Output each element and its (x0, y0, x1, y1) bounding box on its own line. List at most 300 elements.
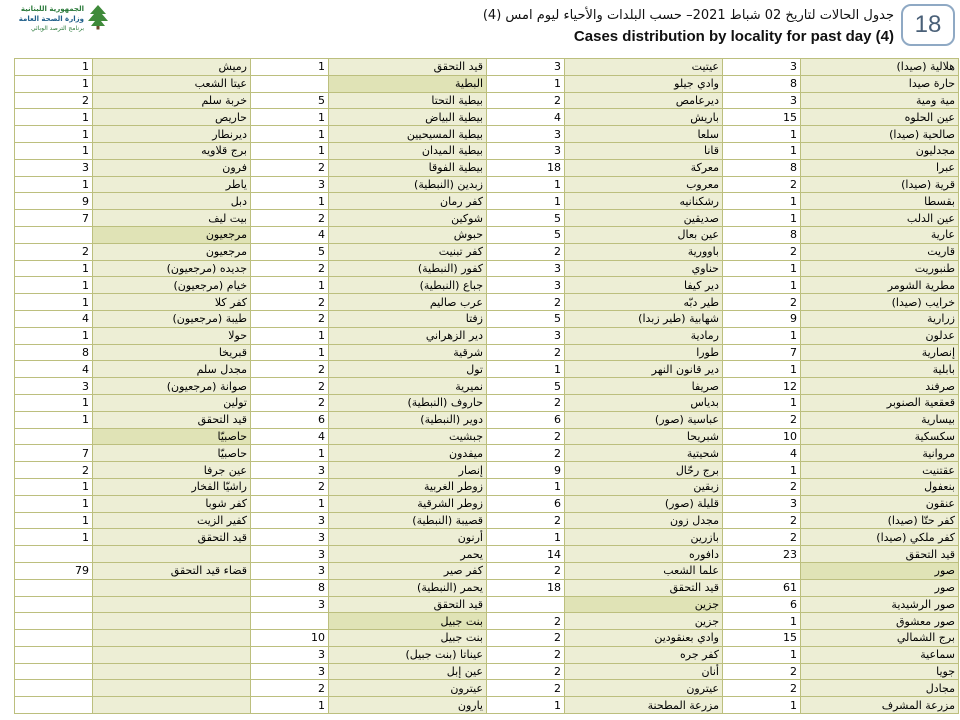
locality-name-cell: حناوي (565, 260, 723, 277)
locality-name-cell: نميرية (329, 378, 487, 395)
case-count-cell: 2 (251, 378, 329, 395)
case-count-cell (15, 697, 93, 714)
locality-name-cell: صريفا (565, 378, 723, 395)
locality-name-cell: خيام (مرجعيون) (93, 277, 251, 294)
case-count-cell: 1 (723, 462, 801, 479)
case-count-cell: 4 (487, 109, 565, 126)
case-count-cell: 15 (723, 630, 801, 647)
locality-name-cell: زوطر الشرقية (329, 495, 487, 512)
locality-name-cell: حاصبيّا (93, 445, 251, 462)
table-row (15, 126, 959, 143)
case-count-cell: 5 (487, 226, 565, 243)
table-row (15, 680, 959, 697)
locality-name-cell: البطية (329, 75, 487, 92)
case-count-cell: 61 (723, 579, 801, 596)
case-count-cell: 7 (723, 344, 801, 361)
case-count-cell: 1 (723, 277, 801, 294)
table-row (15, 142, 959, 159)
case-count-cell: 2 (251, 361, 329, 378)
case-count-cell: 2 (487, 344, 565, 361)
case-count-cell: 1 (251, 109, 329, 126)
locality-name-cell: حولا (93, 327, 251, 344)
table-row (15, 294, 959, 311)
case-count-cell (15, 680, 93, 697)
case-count-cell: 8 (723, 226, 801, 243)
locality-name-cell: شحيتية (565, 445, 723, 462)
locality-name-cell: عين جرفا (93, 462, 251, 479)
table-row (15, 226, 959, 243)
table-row (15, 411, 959, 428)
locality-name-cell: قليلة (صور) (565, 495, 723, 512)
case-count-cell: 8 (723, 159, 801, 176)
locality-name-cell: وادي جيلو (565, 75, 723, 92)
case-count-cell (15, 596, 93, 613)
locality-name-cell: قيد التحقق (801, 546, 959, 563)
locality-name-cell: إنصارية (801, 344, 959, 361)
case-count-cell: 12 (723, 378, 801, 395)
case-count-cell: 4 (15, 310, 93, 327)
case-count-cell: 1 (15, 75, 93, 92)
locality-name-cell: كفر صير (329, 562, 487, 579)
case-count-cell: 1 (723, 210, 801, 227)
case-count-cell: 5 (487, 210, 565, 227)
case-count-cell (251, 613, 329, 630)
locality-name-cell: قيد التحقق (565, 579, 723, 596)
locality-name-cell: طيبة (مرجعيون) (93, 310, 251, 327)
case-count-cell: 3 (723, 495, 801, 512)
locality-name-cell: زوطر الغربية (329, 478, 487, 495)
case-count-cell: 2 (723, 529, 801, 546)
case-count-cell: 2 (487, 680, 565, 697)
case-count-cell: 1 (251, 327, 329, 344)
case-count-cell (487, 596, 565, 613)
case-count-cell (15, 579, 93, 596)
locality-name-cell: أرنون (329, 529, 487, 546)
locality-name-cell: كفر جره (565, 646, 723, 663)
case-count-cell: 3 (251, 512, 329, 529)
case-count-cell: 2 (723, 294, 801, 311)
locality-name-cell: شبريحا (565, 428, 723, 445)
locality-name-cell: كفر تبنيت (329, 243, 487, 260)
case-count-cell: 1 (723, 394, 801, 411)
locality-name-cell: مروانية (801, 445, 959, 462)
table-row (15, 646, 959, 663)
locality-name-cell: جزين (565, 613, 723, 630)
table-row (15, 630, 959, 647)
case-count-cell: 1 (15, 512, 93, 529)
locality-name-cell: دير كيفا (565, 277, 723, 294)
case-count-cell: 2 (251, 310, 329, 327)
case-count-cell: 1 (15, 478, 93, 495)
case-count-cell: 3 (251, 462, 329, 479)
title-english: Cases distribution by locality for past day (4) (573, 28, 894, 45)
case-count-cell: 2 (251, 294, 329, 311)
locality-name-cell: أنان (565, 663, 723, 680)
table-row (15, 260, 959, 277)
locality-name-cell: مجدل سلم (93, 361, 251, 378)
case-count-cell: 1 (723, 327, 801, 344)
locality-name-cell: إنصار (329, 462, 487, 479)
table-row (15, 210, 959, 227)
case-count-cell (15, 663, 93, 680)
locality-name-cell: جباع (النبطية) (329, 277, 487, 294)
locality-name-cell: باوورية (565, 243, 723, 260)
locality-name-cell: طنبوريت (801, 260, 959, 277)
case-count-cell: 6 (487, 411, 565, 428)
case-count-cell: 6 (723, 596, 801, 613)
case-count-cell: 1 (487, 176, 565, 193)
table-row (15, 277, 959, 294)
case-count-cell: 10 (723, 428, 801, 445)
locality-name-cell: عارية (801, 226, 959, 243)
locality-name-cell: تول (329, 361, 487, 378)
case-count-cell: 9 (487, 462, 565, 479)
table-row (15, 529, 959, 546)
case-count-cell: 7 (15, 210, 93, 227)
case-count-cell: 1 (487, 478, 565, 495)
table-row (15, 344, 959, 361)
case-count-cell: 1 (15, 142, 93, 159)
table-row (15, 310, 959, 327)
case-count-cell: 18 (487, 159, 565, 176)
case-count-cell: 6 (487, 495, 565, 512)
table-row (15, 579, 959, 596)
locality-name-cell: طورا (565, 344, 723, 361)
case-count-cell: 1 (723, 260, 801, 277)
case-count-cell: 7 (15, 445, 93, 462)
locality-name-cell: مزرعة المشرف (801, 697, 959, 714)
locality-name-cell: حاصبيّا (93, 428, 251, 445)
case-count-cell: 3 (487, 126, 565, 143)
case-count-cell: 1 (487, 193, 565, 210)
locality-name-cell: راشيّا الفخار (93, 478, 251, 495)
case-count-cell: 1 (251, 344, 329, 361)
table-row (15, 562, 959, 579)
locality-name-cell: كفير الزيت (93, 512, 251, 529)
locality-name-cell: قعقعية الصنوبر (801, 394, 959, 411)
case-count-cell: 1 (15, 411, 93, 428)
locality-name-cell (93, 546, 251, 563)
locality-name-cell: صور (801, 562, 959, 579)
case-count-cell: 23 (723, 546, 801, 563)
case-count-cell: 3 (251, 176, 329, 193)
case-count-cell: 4 (251, 226, 329, 243)
case-count-cell: 3 (487, 59, 565, 76)
locality-name-cell: بيسارية (801, 411, 959, 428)
title-arabic: جدول الحالات لتاريخ 02 شباط 2021– حسب البلدات والأحياء ليوم امس (4) (482, 8, 894, 23)
case-count-cell: 3 (15, 378, 93, 395)
locality-name-cell: قضاء قيد التحقق (93, 562, 251, 579)
case-count-cell: 2 (487, 512, 565, 529)
case-count-cell: 5 (251, 243, 329, 260)
locality-name-cell: رشكنانيه (565, 193, 723, 210)
case-count-cell: 3 (251, 562, 329, 579)
locality-name-cell: عين بعال (565, 226, 723, 243)
locality-name-cell: صور (801, 579, 959, 596)
table-row (15, 613, 959, 630)
case-count-cell: 1 (15, 126, 93, 143)
table-row (15, 159, 959, 176)
locality-name-cell: يحمر (329, 546, 487, 563)
locality-name-cell (93, 663, 251, 680)
locality-name-cell: معروب (565, 176, 723, 193)
locality-name-cell: شهابية (طير زبدا) (565, 310, 723, 327)
locality-name-cell: كفر ملكي (صيدا) (801, 529, 959, 546)
locality-name-cell: بيطية البياض (329, 109, 487, 126)
case-count-cell: 18 (487, 579, 565, 596)
locality-name-cell: بابلية (801, 361, 959, 378)
locality-name-cell: بيطية التحتا (329, 92, 487, 109)
locality-name-cell: عقتنيت (801, 462, 959, 479)
locality-name-cell: كفور (النبطية) (329, 260, 487, 277)
locality-name-cell: عين الدلب (801, 210, 959, 227)
case-count-cell: 2 (487, 294, 565, 311)
case-count-cell (251, 75, 329, 92)
locality-name-cell: عيتا الشعب (93, 75, 251, 92)
case-count-cell: 3 (251, 596, 329, 613)
table-row (15, 361, 959, 378)
case-count-cell: 2 (251, 478, 329, 495)
locality-name-cell: سكسكية (801, 428, 959, 445)
locality-name-cell: جديده (مرجعيون) (93, 260, 251, 277)
locality-name-cell (93, 630, 251, 647)
locality-name-cell: عنقون (801, 495, 959, 512)
locality-name-cell: كفر شوبا (93, 495, 251, 512)
locality-name-cell: قبريخا (93, 344, 251, 361)
table-row (15, 243, 959, 260)
locality-name-cell (93, 646, 251, 663)
case-count-cell: 1 (15, 529, 93, 546)
locality-name-cell: حارة صيدا (801, 75, 959, 92)
logo-line-1: الجمهورية اللبنانية (20, 5, 84, 13)
locality-name-cell: قيد التحقق (93, 529, 251, 546)
case-count-cell: 2 (723, 243, 801, 260)
locality-name-cell: زبدين (النبطية) (329, 176, 487, 193)
case-count-cell: 2 (251, 394, 329, 411)
locality-name-cell: عيناتا (بنت جبيل) (329, 646, 487, 663)
case-count-cell: 2 (723, 411, 801, 428)
locality-name-cell: بنت جبيل (329, 613, 487, 630)
locality-name-cell: خربة سلم (93, 92, 251, 109)
table-row (15, 478, 959, 495)
locality-name-cell: قيد التحقق (329, 59, 487, 76)
locality-name-cell: بقسطا (801, 193, 959, 210)
locality-name-cell: سلعا (565, 126, 723, 143)
locality-name-cell: بيطية المسيحيين (329, 126, 487, 143)
case-count-cell: 4 (723, 445, 801, 462)
locality-name-cell: عبرا (801, 159, 959, 176)
case-count-cell: 3 (487, 142, 565, 159)
case-count-cell: 1 (15, 394, 93, 411)
case-count-cell: 5 (487, 310, 565, 327)
locality-name-cell: عباسية (صور) (565, 411, 723, 428)
locality-name-cell: دافوره (565, 546, 723, 563)
case-count-cell: 3 (487, 277, 565, 294)
table-row (15, 663, 959, 680)
table-row (15, 697, 959, 714)
locality-name-cell: بيت ليف (93, 210, 251, 227)
locality-name-cell: هلالية (صيدا) (801, 59, 959, 76)
locality-name-cell: دوير (النبطية) (329, 411, 487, 428)
case-count-cell: 2 (487, 562, 565, 579)
table-row (15, 462, 959, 479)
locality-name-cell: دبل (93, 193, 251, 210)
locality-name-cell: صالحية (صيدا) (801, 126, 959, 143)
case-count-cell: 1 (251, 697, 329, 714)
locality-name-cell: بنعفول (801, 478, 959, 495)
locality-name-cell: قيد التحقق (329, 596, 487, 613)
case-count-cell: 1 (15, 327, 93, 344)
logo-text (8, 4, 84, 34)
case-count-cell: 9 (723, 310, 801, 327)
case-count-cell: 6 (251, 411, 329, 428)
case-count-cell: 2 (487, 243, 565, 260)
table-row (15, 445, 959, 462)
locality-name-cell: وادي بعنقودين (565, 630, 723, 647)
locality-name-cell: كفر رمان (329, 193, 487, 210)
locality-name-cell: صور الرشيدية (801, 596, 959, 613)
locality-name-cell: كفر كلا (93, 294, 251, 311)
case-count-cell: 1 (487, 529, 565, 546)
case-count-cell: 8 (15, 344, 93, 361)
case-count-cell (15, 428, 93, 445)
locality-name-cell: برج الشمالي (801, 630, 959, 647)
locality-name-cell: عرب صاليم (329, 294, 487, 311)
locality-name-cell: قيد التحقق (93, 411, 251, 428)
locality-name-cell: قاريت (801, 243, 959, 260)
case-count-cell: 2 (251, 260, 329, 277)
case-count-cell (15, 546, 93, 563)
case-count-cell: 4 (15, 361, 93, 378)
locality-name-cell (93, 697, 251, 714)
case-count-cell: 3 (487, 327, 565, 344)
case-count-cell: 2 (487, 394, 565, 411)
locality-name-cell: مرجعيون (93, 243, 251, 260)
table-row (15, 512, 959, 529)
case-count-cell: 2 (723, 680, 801, 697)
case-count-cell: 1 (15, 176, 93, 193)
table-row (15, 193, 959, 210)
case-count-cell: 1 (251, 59, 329, 76)
locality-name-cell (93, 579, 251, 596)
case-count-cell: 3 (723, 59, 801, 76)
locality-name-cell: دير الزهراني (329, 327, 487, 344)
locality-name-cell: عيترون (329, 680, 487, 697)
locality-name-cell: سماعية (801, 646, 959, 663)
table-row (15, 546, 959, 563)
locality-name-cell: ميفدون (329, 445, 487, 462)
case-count-cell: 1 (15, 59, 93, 76)
locality-name-cell: يحمر (النبطية) (329, 579, 487, 596)
case-count-cell (723, 562, 801, 579)
case-count-cell: 2 (15, 462, 93, 479)
locality-name-cell: جويا (801, 663, 959, 680)
case-count-cell: 15 (723, 109, 801, 126)
table-row (15, 109, 959, 126)
case-count-cell (15, 630, 93, 647)
locality-name-cell: خرايب (صيدا) (801, 294, 959, 311)
case-count-cell: 1 (251, 495, 329, 512)
locality-name-cell: حبوش (329, 226, 487, 243)
locality-name-cell: صور معشوق (801, 613, 959, 630)
locality-name-cell (93, 680, 251, 697)
case-count-cell: 1 (251, 142, 329, 159)
locality-name-cell: بنت جبيل (329, 630, 487, 647)
case-count-cell: 2 (487, 646, 565, 663)
locality-name-cell: جبشيت (329, 428, 487, 445)
locality-name-cell: مطرية الشومر (801, 277, 959, 294)
case-count-cell: 1 (251, 277, 329, 294)
case-count-cell: 2 (251, 210, 329, 227)
cedar-emblem-icon (86, 4, 110, 30)
case-count-cell: 2 (723, 478, 801, 495)
locality-name-cell: بيطية الميدان (329, 142, 487, 159)
slide-header (0, 0, 960, 56)
case-count-cell: 3 (723, 92, 801, 109)
ministry-logo (8, 2, 108, 36)
case-count-cell: 2 (723, 176, 801, 193)
locality-name-cell: عيتيت (565, 59, 723, 76)
case-count-cell: 79 (15, 562, 93, 579)
locality-name-cell: عين إبل (329, 663, 487, 680)
table-row (15, 495, 959, 512)
case-count-cell: 2 (487, 613, 565, 630)
table-row (15, 378, 959, 395)
case-count-cell: 2 (487, 428, 565, 445)
locality-name-cell: طير دبّه (565, 294, 723, 311)
case-count-cell: 8 (251, 579, 329, 596)
locality-name-cell: صديقين (565, 210, 723, 227)
locality-name-cell: عيترون (565, 680, 723, 697)
locality-name-cell: ديرعامص (565, 92, 723, 109)
case-count-cell: 1 (723, 193, 801, 210)
locality-name-cell: مجادل (801, 680, 959, 697)
case-count-cell: 1 (723, 646, 801, 663)
case-count-cell: 2 (251, 159, 329, 176)
locality-name-cell: علما الشعب (565, 562, 723, 579)
case-count-cell: 2 (251, 680, 329, 697)
logo-line-3: برنامج الترصد الوبائي (30, 25, 84, 32)
locality-name-cell: مرجعيون (93, 226, 251, 243)
case-count-cell: 3 (251, 546, 329, 563)
logo-line-2: وزارة الصحة العامة (18, 15, 84, 23)
case-count-cell: 1 (15, 294, 93, 311)
locality-name-cell: زرارية (801, 310, 959, 327)
locality-name-cell: برج رحّال (565, 462, 723, 479)
locality-name-cell: برج قلاويه (93, 142, 251, 159)
locality-name-cell: ياطر (93, 176, 251, 193)
case-count-cell: 2 (723, 663, 801, 680)
locality-name-cell: حاريص (93, 109, 251, 126)
case-count-cell: 2 (15, 243, 93, 260)
case-count-cell: 1 (723, 126, 801, 143)
case-count-cell: 1 (251, 193, 329, 210)
locality-name-cell: كفر حتّا (صيدا) (801, 512, 959, 529)
case-count-cell (15, 226, 93, 243)
locality-name-cell: بازرين (565, 529, 723, 546)
locality-name-cell: صرفند (801, 378, 959, 395)
locality-name-cell: مجدل زون (565, 512, 723, 529)
locality-name-cell: زبقين (565, 478, 723, 495)
locality-name-cell: عين الحلوه (801, 109, 959, 126)
case-count-cell: 1 (15, 495, 93, 512)
case-count-cell: 1 (251, 126, 329, 143)
table-body (15, 59, 959, 714)
locality-name-cell: صوانة (مرجعيون) (93, 378, 251, 395)
table-row (15, 176, 959, 193)
table-row (15, 428, 959, 445)
case-count-cell: 2 (15, 92, 93, 109)
